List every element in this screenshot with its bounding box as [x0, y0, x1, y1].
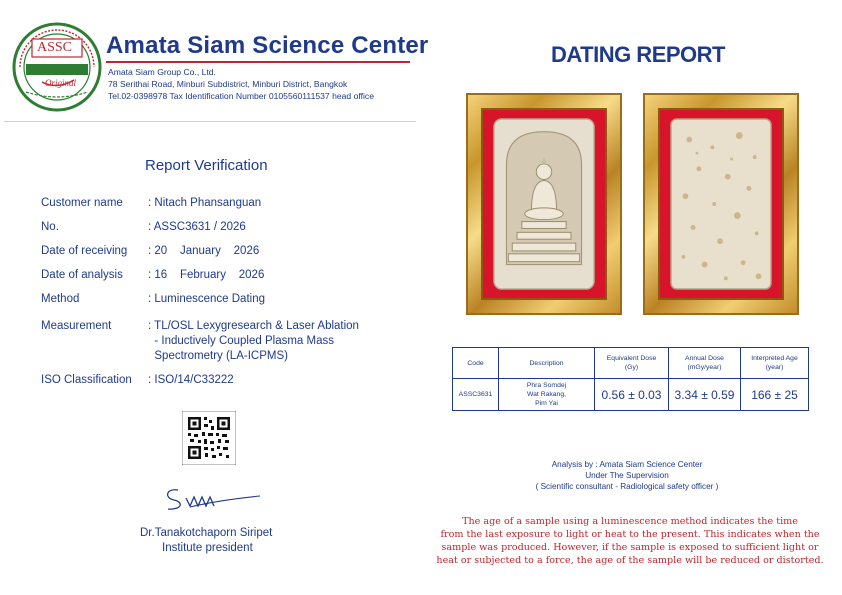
title-underline	[106, 61, 410, 63]
assc-logo	[12, 22, 102, 112]
header-annual-dose-text: Annual Dose (mGy/year)	[685, 355, 724, 371]
header-equivalent-dose-text: Equivalent Dose (Gy)	[606, 355, 657, 371]
description-line-3: Pim Yai	[535, 400, 558, 407]
value-date-analysis: : 16 February 2026	[148, 269, 265, 281]
value-date-receiving: : 20 January 2026	[148, 245, 260, 257]
company-address: 78 Serithai Road, Minburi Subdistrict, Minburi District, Bangkok	[108, 79, 348, 89]
cell-equivalent-dose: 0.56 ± 0.03	[595, 379, 669, 411]
value-iso-classification: : ISO/14/C33222	[148, 374, 234, 386]
header-description-text: Description	[529, 359, 564, 367]
amulet-back-frame	[643, 93, 799, 315]
label-customer-name: Customer name	[41, 197, 123, 209]
analysis-consultant: ( Scientific consultant - Radiological safety officer )	[535, 482, 719, 491]
results-table	[452, 347, 809, 411]
logo-original-text: Original	[45, 78, 77, 88]
disclaimer-line-1: The age of a sample using a luminescence method indicates the time	[462, 516, 798, 527]
disclaimer-line-3: sample was produced. However, if the sample is exposed to sufficient light or	[441, 542, 819, 553]
signer-name: Dr.Tanakotchaporn Siripet	[140, 527, 273, 539]
analysis-by: Analysis by : Amata Siam Science Center	[551, 460, 703, 469]
value-method: : Luminescence Dating	[148, 293, 265, 305]
label-date-receiving: Date of receiving	[41, 245, 128, 257]
header-divider	[4, 121, 416, 122]
signature	[160, 484, 270, 514]
value-customer-name: : Nitach Phansanguan	[148, 197, 262, 209]
header-equivalent-dose	[595, 348, 669, 379]
label-method: Method	[41, 293, 80, 305]
analysis-supervision: Under The Supervision	[585, 471, 669, 480]
value-report-number: : ASSC3631 / 2026	[148, 221, 246, 233]
table-row	[453, 379, 809, 411]
signer-title: Institute president	[162, 542, 253, 554]
description-line-2: Wat Rakang,	[526, 391, 567, 398]
report-title: DATING REPORT	[551, 42, 725, 67]
cell-annual-dose: 3.34 ± 0.59	[669, 379, 741, 411]
qr-code[interactable]	[182, 411, 236, 465]
company-title: Amata Siam Science Center	[106, 32, 429, 59]
cell-code: ASSC3631	[453, 379, 499, 411]
verification-title: Report Verification	[145, 157, 268, 174]
label-date-analysis: Date of analysis	[41, 269, 123, 281]
value-measurement-line1: : TL/OSL Lexygresearch & Laser Ablation	[148, 320, 359, 332]
header-annual-dose	[669, 348, 741, 379]
logo-text: ASSC	[37, 40, 73, 55]
amulet-back-image	[670, 118, 772, 290]
header-code-text: Code	[467, 359, 484, 367]
header-interpreted-age-text: Interpreted Age (year)	[751, 355, 798, 371]
amulet-front-image	[493, 118, 595, 290]
disclaimer-line-2: from the last exposure to light or heat to the present. This indicates when the	[440, 529, 820, 540]
value-measurement-line3: Spectrometry (LA-ICPMS)	[148, 350, 288, 362]
cell-interpreted-age: 166 ± 25	[741, 379, 809, 411]
value-measurement-line2: - Inductively Coupled Plasma Mass	[148, 335, 334, 347]
header-code	[453, 348, 499, 379]
company-name: Amata Siam Group Co., Ltd.	[108, 67, 216, 77]
company-contact: Tel.02-0398978 Tax Identification Number 0105560111537 head office	[108, 91, 374, 101]
label-iso-classification: ISO Classification	[41, 374, 132, 386]
amulet-front-frame	[466, 93, 622, 315]
label-report-number: No.	[41, 221, 59, 233]
cell-description	[499, 379, 595, 411]
header-description	[499, 348, 595, 379]
description-line-1: Phra Somdej	[526, 382, 567, 389]
label-measurement: Measurement	[41, 320, 112, 332]
disclaimer-line-4: heat or subjected to a force, the age of the sample will be reduced or distorted.	[436, 555, 824, 566]
header-interpreted-age	[741, 348, 809, 379]
table-header-row	[453, 348, 809, 379]
